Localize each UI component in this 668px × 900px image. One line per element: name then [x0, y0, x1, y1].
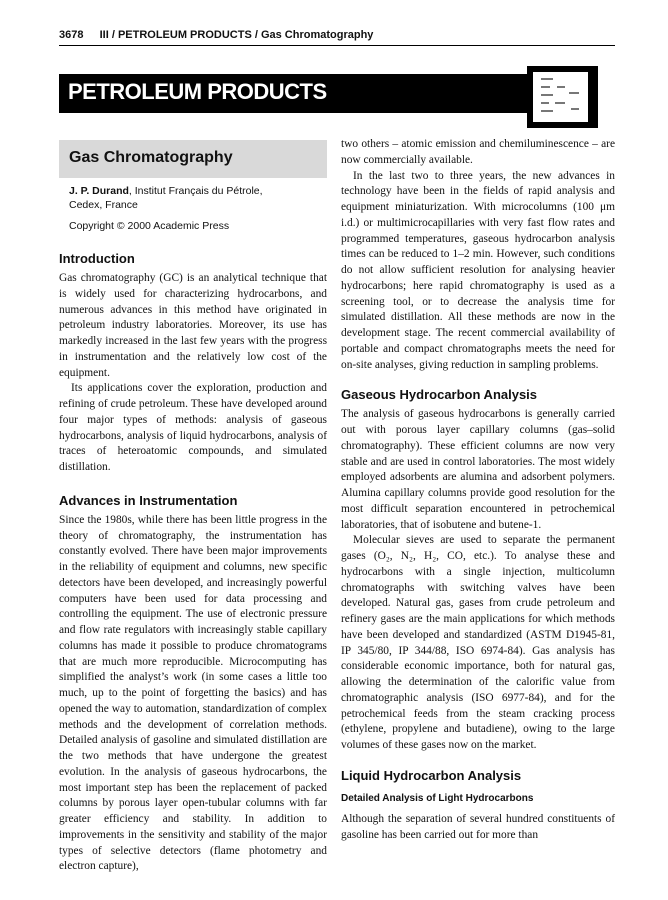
author-location: Cedex, France	[69, 199, 138, 211]
introduction-heading: Introduction	[59, 251, 135, 266]
gaseous-paragraph-2: Molecular sieves are used to separate the permanent gases (O₂, N₂, H₂, CO, etc.). To analyse these and hydrocarbons with a single injection, multicolumn chromatographs with switching valves have been developed. Natural gas, gases from crude petroleum and refinery gases are the main applications for which methods have been developed and standardized (ASTM D1945-81, IP 345/80, IP 344/88, ISO 6974-84). Gas analysis has considerable economic importance, both for natural gas, allowing the determination of the calorific value from chromatographic analysis (ISO 6977-84), and for the petrochemical feeds from the steam cracking process (ethylene, propylene and butadiene), owing to the large volumes of these gases now on the market.	[341, 534, 615, 751]
advances-heading: Advances in Instrumentation	[59, 492, 238, 508]
right-column	[341, 137, 615, 843]
gaseous-heading: Gaseous Hydrocarbon Analysis	[341, 387, 538, 403]
intro-paragraph-2: Its applications cover the exploration, production and refining of crude petroleum. These have developed around four major types of methods: analysis of gaseous hydrocarbons, analysis of liquid hydrocarbons, analysis of traces of heteroatomic compounds, and simulated distillation.	[59, 382, 327, 473]
page-number: 3678	[59, 29, 84, 41]
advances-paragraph-1: Since the 1980s, while there has been little progress in the theory of chromatography, the instrumentation has constantly evolved. There have been major improvements in the reliability of equipment and columns, new specific detectors have been developed, and increasingly powerful computers have been used for data processing and controlling the equipment. The use of electronic pressure and flow rate regulators with increasingly stable capillary columns has made it possible to produce chromatograms that are much more reproducible. Microcomputing has simplified the analyst’s work (in some cases a little too much, up to the point of forgetting the basics) and has opened the way to automation, standardization of complex methods and the development of correlation methods. Detailed analysis of gasoline and simulated distillation are the two methods that have undergone the greatest evolution. In the analysis of gaseous hydrocarbons, the most important step has been the replacement of packed columns by porous layer open-tubular columns with far greater efficiency and stability. In addition to improvements in the sensitivity and stability of the major types of selective detectors (flame photometry and electron capture),	[59, 513, 327, 873]
running-head	[59, 29, 615, 41]
left-column	[59, 251, 327, 875]
author-line	[69, 185, 263, 198]
copyright-line: Copyright © 2000 Academic Press	[69, 220, 230, 232]
author-name: J. P. Durand	[69, 185, 129, 197]
continuation-paragraph-1: two others – atomic emission and chemiluminescence – are now commercially available.	[341, 138, 615, 166]
intro-paragraph-1: Gas chromatography (GC) is an analytical technique that is widely used for characterizing hydrocarbons, and numerous advances in this method have originated in petroleum industry laboratories. Moreover, its use has markedly increased in the last few years with the progress in instrumentation and the relatively low cost of the equipment.	[59, 272, 327, 379]
liquid-heading: Liquid Hydrocarbon Analysis	[341, 767, 522, 783]
section-path: III / PETROLEUM PRODUCTS / Gas Chromatography	[99, 29, 374, 41]
chromatogram-icon	[527, 66, 598, 128]
article-title-box	[59, 140, 327, 178]
light-hydrocarbons-subheading: Detailed Analysis of Light Hydrocarbons	[341, 792, 534, 804]
gaseous-paragraph-1: The analysis of gaseous hydrocarbons is generally carried out with porous layer capillary columns (gas–solid chromatography). These efficient columns are now very stable and are used in control laboratories. The most widely employed adsorbents are alumina and adsorbent polymers. Alumina capillary columns provide good resolution for the most difficult separation encountered in petrochemical laboratories, that of isobutene and butene-1.	[341, 408, 615, 531]
banner-title: PETROLEUM PRODUCTS	[68, 79, 327, 104]
light-paragraph-1: Although the separation of several hundred constituents of gasoline has been carried out for more than	[341, 812, 615, 841]
continuation-paragraph-2: In the last two to three years, the new advances in technology have been in the fields of rapid analysis and equipment miniaturization. With microcolumns (100 μm i.d.) or multimicrocapillaries with very fast flow rates and programmed temperatures, gaseous hydrocarbon analysis times can be reduced to 1–2 min. However, such conditions do not allow sufficient resolution for analysing heavier hydrocarbons; here rapid chromatography is used as a screening tool, or to decrease the analysis time for simulated distillation. All these methods are now in the development stage. The recent commercial availability of portable and compact chromatographs meets the need for on-site analyses, giving reduction in sampling problems.	[341, 169, 615, 371]
header-rule	[59, 45, 615, 46]
section-banner	[59, 74, 527, 113]
author-affiliation: , Institut Français du Pétrole,	[128, 185, 263, 197]
article-title: Gas Chromatography	[69, 149, 233, 166]
